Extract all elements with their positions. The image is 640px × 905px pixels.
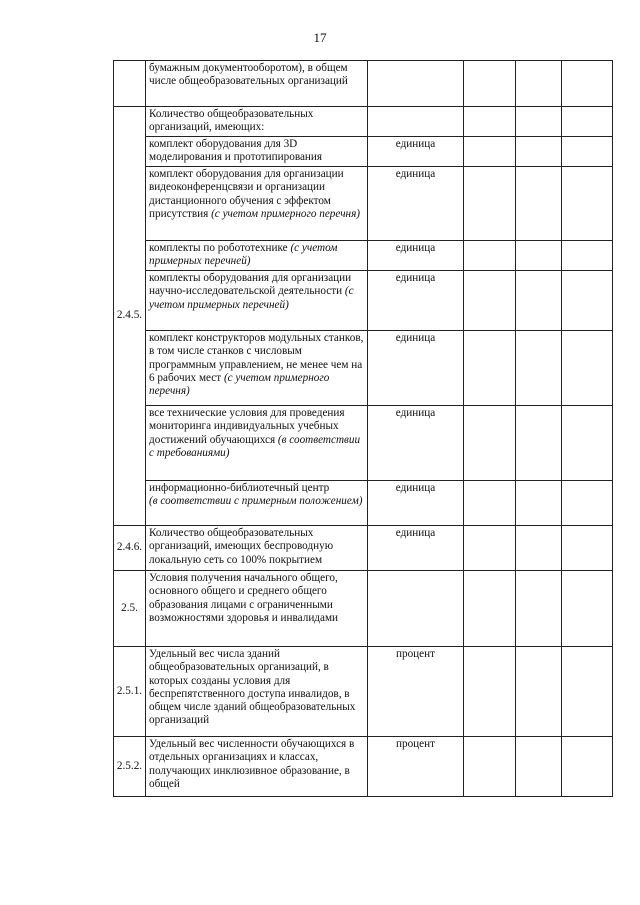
value-cell xyxy=(464,406,516,481)
value-cell xyxy=(516,107,562,137)
indicator-text: комплект оборудования для организации видеоконференцсвязи и организации дистанционного обучения с эффектом присутствия (с учетом примерного перечня) xyxy=(146,167,368,241)
table-row xyxy=(114,61,613,107)
table-row xyxy=(114,107,613,137)
unit-cell: единица xyxy=(368,137,464,167)
value-cell xyxy=(516,331,562,406)
value-cell xyxy=(562,406,613,481)
page-number: 17 xyxy=(313,30,327,45)
value-cell xyxy=(562,107,613,137)
value-cell xyxy=(562,331,613,406)
value-cell xyxy=(516,241,562,271)
unit-cell: единица xyxy=(368,331,464,406)
unit-cell: единица xyxy=(368,481,464,526)
value-cell xyxy=(516,137,562,167)
unit-cell: единица xyxy=(368,271,464,331)
value-cell xyxy=(562,241,613,271)
value-cell xyxy=(464,107,516,137)
value-cell xyxy=(516,737,562,797)
row-number: 2.4.6. xyxy=(114,526,146,571)
value-cell xyxy=(464,481,516,526)
value-cell xyxy=(516,481,562,526)
value-cell xyxy=(516,406,562,481)
indicator-text: все технические условия для проведения мониторинга индивидуальных учебных достижений обучающихся (в соответствии с требованиями) xyxy=(146,406,368,481)
row-number: 2.5.1. xyxy=(114,647,146,737)
indicator-text: комплект конструкторов модульных станков, в том числе станков с числовым программным управлением, не менее чем на 6 рабочих мест (с учетом примерного перечня) xyxy=(146,331,368,406)
value-cell xyxy=(516,271,562,331)
value-cell xyxy=(464,647,516,737)
indicator-text: Удельный вес численности обучающихся в отдельных организациях и классах, получающих инклюзивное образование, в общей xyxy=(146,737,368,797)
unit-cell xyxy=(368,107,464,137)
indicator-note: (в соответствии с примерным положением) xyxy=(149,495,363,508)
table-row xyxy=(114,571,613,647)
table-row xyxy=(114,137,613,167)
value-cell xyxy=(562,647,613,737)
value-cell xyxy=(464,137,516,167)
indicator-note: (с учетом примерных перечней) xyxy=(149,285,354,311)
value-cell xyxy=(516,167,562,241)
unit-cell: процент xyxy=(368,737,464,797)
indicator-text: комплект оборудования для 3D моделирования и прототипирования xyxy=(146,137,368,167)
value-cell xyxy=(562,526,613,571)
value-cell xyxy=(464,737,516,797)
indicator-note: (с учетом примерного перечня) xyxy=(149,371,330,398)
row-number: 2.4.5. xyxy=(114,107,146,526)
table-row xyxy=(114,167,613,241)
table-row xyxy=(114,271,613,331)
indicator-text: комплекты оборудования для организации научно-исследовательской деятельности (с учетом примерных перечней) xyxy=(146,271,368,331)
row-number xyxy=(114,61,146,107)
value-cell xyxy=(464,271,516,331)
value-cell xyxy=(516,61,562,107)
value-cell xyxy=(562,571,613,647)
value-cell xyxy=(516,571,562,647)
table-row xyxy=(114,481,613,526)
indicator-text: Количество общеобразовательных организаций, имеющих беспроводную локальную сеть со 100% покрытием xyxy=(146,526,368,571)
value-cell xyxy=(464,571,516,647)
indicator-note: (в соответствии с требованиями) xyxy=(149,433,361,459)
value-cell xyxy=(562,481,613,526)
indicator-text: Условия получения начального общего, основного общего и среднего общего образования лицами с ограниченными возможностями здоровья и инвалидами xyxy=(146,571,368,647)
table-row xyxy=(114,526,613,571)
value-cell xyxy=(464,241,516,271)
value-cell xyxy=(464,61,516,107)
unit-cell: процент xyxy=(368,647,464,737)
indicator-note: (с учетом примерных перечней) xyxy=(149,242,338,268)
row-number: 2.5. xyxy=(114,571,146,647)
unit-cell: единица xyxy=(368,167,464,241)
table-row xyxy=(114,647,613,737)
table-row xyxy=(114,737,613,797)
table-row xyxy=(114,331,613,406)
indicators-table xyxy=(113,60,613,797)
table-row xyxy=(114,406,613,481)
value-cell xyxy=(464,526,516,571)
value-cell xyxy=(562,737,613,797)
indicator-text: Количество общеобразовательных организаций, имеющих: xyxy=(146,107,368,137)
row-number: 2.5.2. xyxy=(114,737,146,797)
indicator-text: бумажным документооборотом), в общем числе общеобразовательных организаций xyxy=(146,61,368,107)
value-cell xyxy=(516,647,562,737)
unit-cell: единица xyxy=(368,526,464,571)
value-cell xyxy=(562,271,613,331)
indicator-text: комплекты по робототехнике (с учетом примерных перечней) xyxy=(146,241,368,271)
indicator-note: (с учетом примерного перечня) xyxy=(211,207,361,220)
value-cell xyxy=(516,526,562,571)
value-cell xyxy=(464,167,516,241)
table-row xyxy=(114,241,613,271)
indicator-text: Удельный вес числа зданий общеобразовательных организаций, в которых созданы условия для беспрепятственного доступа инвалидов, в общем числе зданий общеобразовательных организаций xyxy=(146,647,368,737)
unit-cell xyxy=(368,61,464,107)
value-cell xyxy=(562,61,613,107)
value-cell xyxy=(562,167,613,241)
value-cell xyxy=(464,331,516,406)
value-cell xyxy=(562,137,613,167)
unit-cell: единица xyxy=(368,241,464,271)
unit-cell: единица xyxy=(368,406,464,481)
indicator-text: информационно-библиотечный центр (в соответствии с примерным положением) xyxy=(146,481,368,526)
unit-cell xyxy=(368,571,464,647)
